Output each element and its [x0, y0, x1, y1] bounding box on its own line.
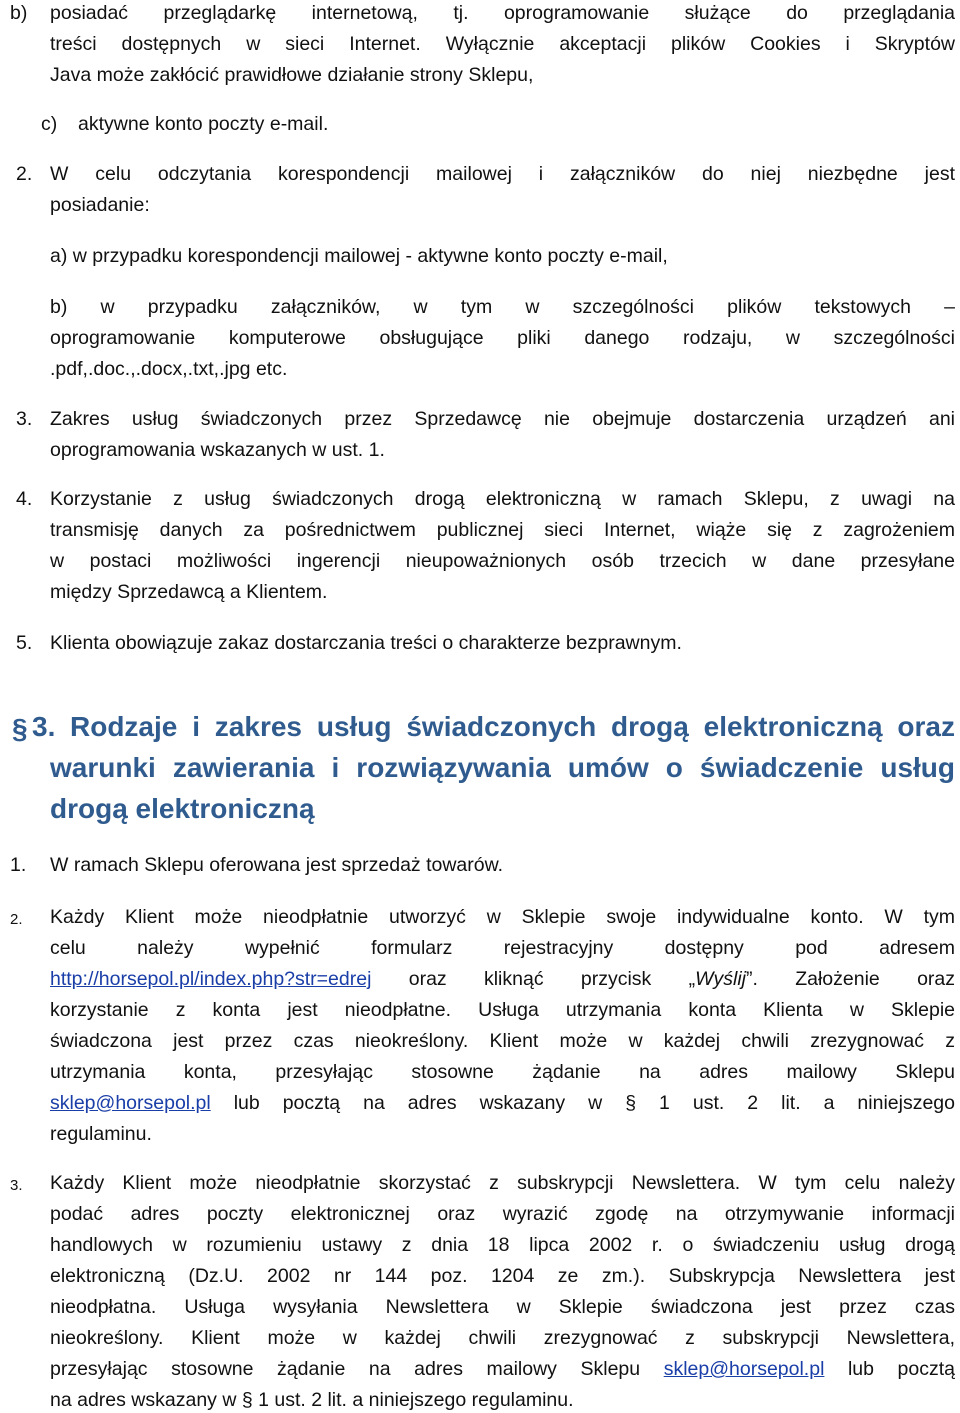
text-line: Korzystanie z usług świadczonych drogą elektroniczną w ramach Sklepu, z uwagi na	[50, 488, 955, 510]
paragraph-number: 4.	[16, 488, 33, 510]
text-line: w postaci możliwości ingerencji nieupoważnionych osób trzecich w dane przesyłane	[50, 550, 955, 572]
paragraph-number: 2.	[16, 163, 33, 185]
text-line: na adres wskazany w § 1 ust. 2 lit. a niniejszego regulaminu.	[50, 1389, 574, 1411]
text-fragment: oraz kliknąć przycisk „	[371, 968, 696, 990]
paragraph-number: 2.	[10, 911, 23, 928]
section-title-line: warunki zawierania i rozwiązywania umów o świadczenie usług	[50, 752, 955, 783]
text-line: W celu odczytania korespondencji mailowej i załączników do niej niezbędne jest	[50, 163, 955, 185]
text-line: handlowych w rozumieniu ustawy z dnia 18 lipca 2002 r. o świadczeniu usług drogą	[50, 1234, 955, 1256]
text-line-with-email	[50, 1090, 955, 1116]
paragraph-number: 3.	[16, 408, 33, 430]
text-line: nieodpłatna. Usługa wysyłania Newslettera w Sklepie świadczona jest przez czas	[50, 1296, 955, 1318]
text-line: W ramach Sklepu oferowana jest sprzedaż towarów.	[50, 854, 504, 876]
text-line: posiadanie:	[50, 194, 150, 216]
text-line: Każdy Klient może nieodpłatnie skorzystać z subskrypcji Newslettera. W tym celu należy	[50, 1172, 955, 1194]
list-marker: b)	[10, 2, 28, 24]
text-fragment: lub pocztą na adres wskazany w § 1 ust. 2 lit. a niniejszego	[210, 1092, 955, 1114]
text-line: oprogramowanie komputerowe obsługujące pliki danego rodzaju, w szczególności	[50, 327, 955, 349]
text-fragment: ”. Założenie oraz	[746, 968, 956, 990]
shop-email-link[interactable]: sklep@horsepol.pl	[663, 1358, 825, 1380]
button-name: Wyślij	[695, 968, 746, 990]
text-line-with-email	[50, 1356, 955, 1382]
text-line: .pdf,.doc.,.docx,.txt,.jpg etc.	[50, 358, 288, 380]
text-fragment: lub pocztą	[824, 1358, 956, 1380]
text-line: korzystanie z konta jest nieodpłatne. Usługa utrzymania konta Klienta w Sklepie	[50, 999, 955, 1021]
text-line: b) w przypadku załączników, w tym w szczególności plików tekstowych –	[50, 296, 955, 318]
text-line: Zakres usług świadczonych przez Sprzedawcę nie obejmuje dostarczenia urządzeń ani	[50, 408, 955, 430]
text-line: regulaminu.	[50, 1123, 152, 1145]
text-line: między Sprzedawcą a Klientem.	[50, 581, 328, 603]
text-line-with-link	[50, 966, 955, 992]
text-line: Klienta obowiązuje zakaz dostarczania treści o charakterze bezprawnym.	[50, 632, 682, 654]
text-fragment: przesyłając stosowne żądanie na adres mailowy Sklepu	[50, 1358, 664, 1380]
text-line: świadczona jest przez czas nieokreślony. Klient może w każdej chwili zrezygnować z	[50, 1030, 955, 1052]
text-line: transmisję danych za pośrednictwem publicznej sieci Internet, wiąże się z zagrożeniem	[50, 519, 955, 541]
section-title-line: Rodzaje i zakres usług świadczonych drogą elektroniczną oraz	[70, 711, 955, 742]
text-line: treści dostępnych w sieci Internet. Wyłącznie akceptacji plików Cookies i Skryptów	[50, 33, 955, 55]
registration-link[interactable]: http://horsepol.pl/index.php?str=edrej	[50, 968, 372, 990]
section-sign: §	[12, 713, 28, 744]
text-line: Każdy Klient może nieodpłatnie utworzyć w Sklepie swoje indywidualne konto. W tym	[50, 906, 955, 928]
shop-email-link[interactable]: sklep@horsepol.pl	[50, 1092, 211, 1114]
text-line: aktywne konto poczty e-mail.	[78, 113, 329, 135]
paragraph-number: 1.	[10, 854, 27, 876]
text-line: oprogramowania wskazanych w ust. 1.	[50, 439, 385, 461]
text-line: nieokreślony. Klient może w każdej chwili zrezygnować z subskrypcji Newslettera,	[50, 1327, 955, 1349]
text-line: podać adres poczty elektronicznej oraz wyrazić zgodę na otrzymywanie informacji	[50, 1203, 955, 1225]
section-title-line: drogą elektroniczną	[50, 793, 315, 824]
paragraph-number: 5.	[16, 632, 33, 654]
paragraph-number: 3.	[10, 1177, 23, 1194]
section-number: 3.	[32, 711, 56, 742]
text-line: utrzymania konta, przesyłając stosowne żądanie na adres mailowy Sklepu	[50, 1061, 955, 1083]
text-line: elektroniczną (Dz.U. 2002 nr 144 poz. 1204 ze zm.). Subskrypcja Newslettera jest	[50, 1265, 955, 1287]
text-line: celu należy wypełnić formularz rejestracyjny dostępny pod adresem	[50, 937, 955, 959]
text-line: posiadać przeglądarkę internetową, tj. oprogramowanie służące do przeglądania	[50, 2, 955, 24]
text-line: Java może zakłócić prawidłowe działanie strony Sklepu,	[50, 64, 534, 86]
text-line: a) w przypadku korespondencji mailowej - aktywne konto poczty e-mail,	[50, 245, 668, 267]
list-marker: c)	[41, 113, 58, 135]
